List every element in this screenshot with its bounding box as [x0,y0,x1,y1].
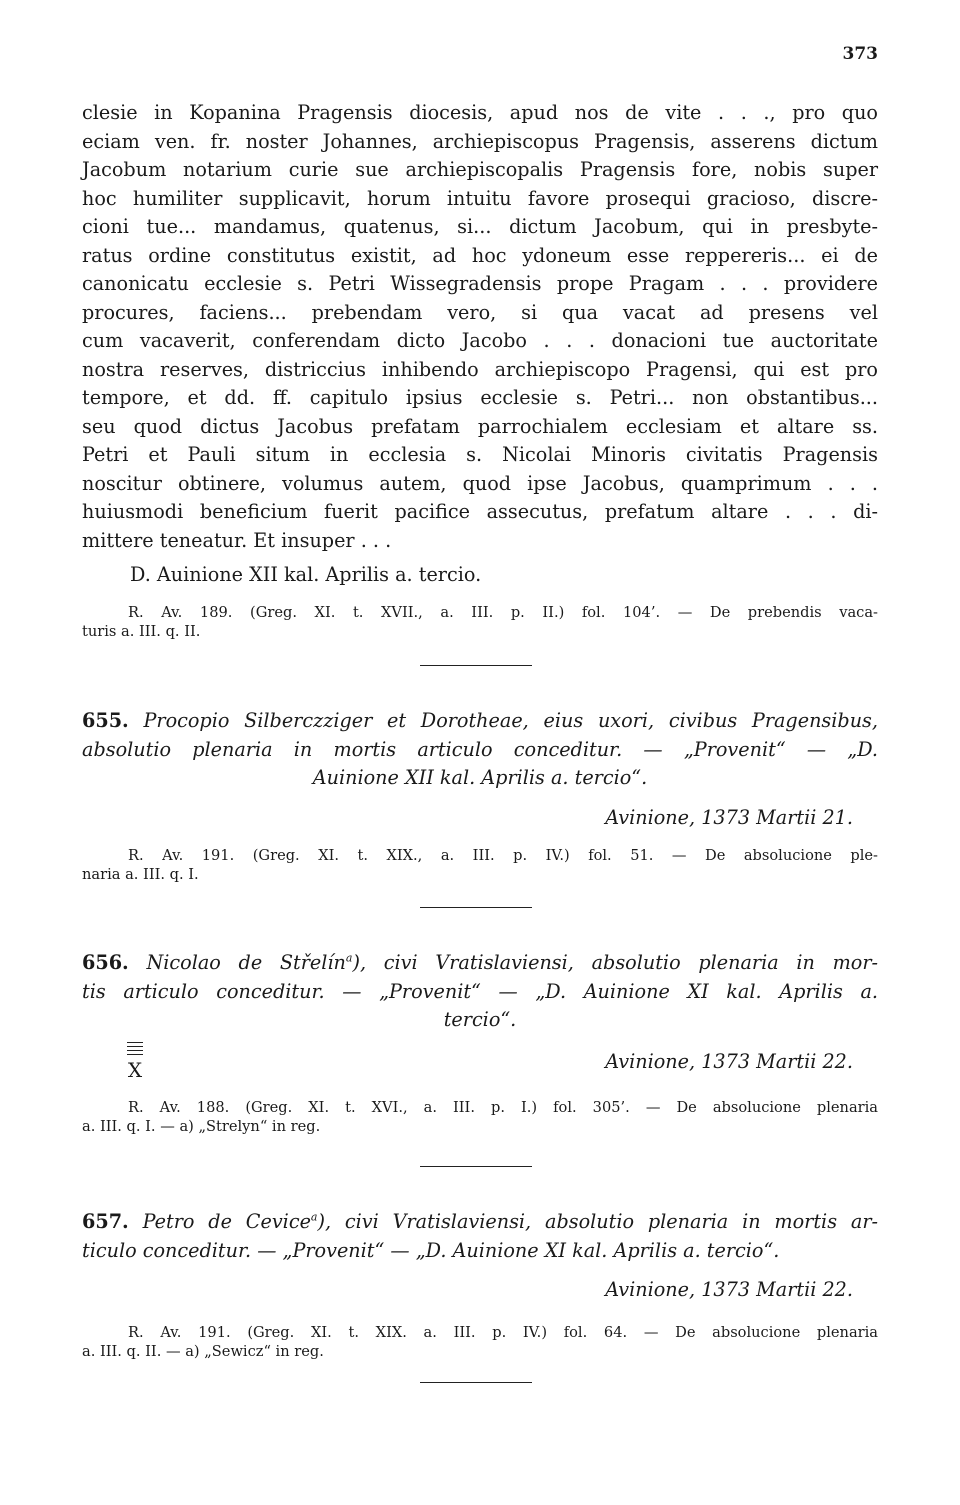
entry-regest: ticulo conceditur. — „Provenit“ — „D. Auinione XI kal. Aprilis a. tercio“. [82,1238,780,1262]
body-line: canonicatu ecclesie s. Petri Wissegradensis prope Pragam . . . providere [82,272,878,295]
entry-regest: Auinione XII kal. Aprilis a. tercio“. [312,766,648,789]
entry-regest: Petro de Cevice [142,1210,311,1233]
entry-regest: Procopio Silberczziger et Dorotheae, eius uxori, civibus Pragensibus, [143,709,879,732]
source-note-line: a. III. q. I. — a) „Strelyn“ in reg. [82,1118,321,1135]
section-divider [420,1166,532,1167]
source-note-line: R. Av. 189. (Greg. XI. t. XVII., a. III. p. II.) fol. 104’. — De prebendis vaca- [128,604,878,621]
body-line: eciam ven. fr. noster Johannes, archiepiscopus Pragensis, asserens dictum [82,129,878,153]
source-note-657 [82,1323,878,1361]
entry-656 [82,949,878,1035]
entry-regest: tis articulo conceditur. — „Provenit“ — „D. Auinione XI kal. Aprilis a. [82,979,878,1003]
source-note-line: R. Av. 188. (Greg. XI. t. XVI., a. III. p. I.) fol. 305’. — De absolucione plenaria [128,1099,878,1116]
place-date-657: Avinione, 1373 Martii 22. [605,1278,853,1301]
source-note-line: R. Av. 191. (Greg. XI. t. XIX., a. III. p. IV.) fol. 51. — De absolucione ple- [128,847,878,864]
place-date-656: Avinione, 1373 Martii 22. [605,1050,853,1073]
body-line: clesie in Kopanina Pragensis diocesis, apud nos de vite . . ., pro quo [82,101,878,124]
entry-657 [82,1208,878,1265]
entry-regest: ), civi Vratislaviensi, absolutio plenaria in mortis ar- [317,1210,878,1233]
body-line: hoc humiliter supplicavit, horum intuitu favore prosequi gracioso, discre- [82,186,878,210]
section-divider [420,665,532,666]
body-line: nostra reserves, districcius inhibendo archiepiscopo Pragensi, qui est pro [82,357,878,381]
body-line: cum vacaverit, conferendam dicto Jacobo . . . donacioni tue auctoritate [82,329,878,352]
body-line: Petri et Pauli situm in ecclesia s. Nicolai Minoris civitatis Pragensis [82,443,878,466]
entry-number: 655. [82,709,129,732]
body-line: seu quod dictus Jacobus prefatam parrochialem ecclesiam et altare ss. [82,414,878,438]
body-line: ratus ordine constitutus existit, ad hoc ydoneum esse reppereris... ei de [82,243,878,267]
body-line: procures, faciens... prebendam vero, si qua vacat ad presens vel [82,300,878,324]
source-note-line: naria a. III. q. I. [82,866,199,883]
source-note-655 [82,846,878,884]
source-note-line: R. Av. 191. (Greg. XI. t. XIX. a. III. p. IV.) fol. 64. — De absolucione plenaria [128,1324,878,1341]
entry-number: 657. [82,1210,129,1233]
body-line: mittere teneatur. Et insuper . . . [82,528,392,552]
source-note-line: a. III. q. II. — a) „Sewicz“ in reg. [82,1343,324,1360]
page-number: 373 [842,44,878,64]
overline-bars [127,1042,143,1055]
section-divider [420,907,532,908]
letter-body-text [82,99,878,555]
footnote-marker: a [310,1210,318,1224]
body-line: huiusmodi beneficium fuerit pacifice assecutus, prefatum altare . . . di- [82,500,878,523]
letter-dateline: D. Auinione XII kal. Aprilis a. tercio. [130,563,482,586]
entry-regest: ), civi Vratislaviensi, absolutio plenaria in mor- [352,951,879,974]
entry-number: 656. [82,951,129,974]
margin-numeral-mark [124,1042,146,1082]
entry-regest: Nicolao de Střelín [146,951,346,974]
source-note-654 [82,603,878,641]
margin-mark-text: X [127,1058,143,1082]
body-line: noscitur obtinere, volumus autem, quod ipse Jacobus, quamprimum . . . [82,471,878,495]
place-date-655: Avinione, 1373 Martii 21. [605,806,853,829]
entry-655 [82,707,878,793]
entry-regest: tercio“. [443,1008,517,1031]
body-line: tempore, et dd. ff. capitulo ipsius ecclesie s. Petri... non obstantibus... [82,386,878,409]
section-divider [420,1382,532,1383]
source-note-line: turis a. III. q. II. [82,623,201,640]
body-line: cioni tue... mandamus, quatenus, si... dictum Jacobum, qui in presbyte- [82,215,878,238]
footnote-marker: a [345,951,353,965]
body-line: Jacobum notarium curie sue archiepiscopalis Pragensis fore, nobis super [82,158,878,181]
entry-regest: absolutio plenaria in mortis articulo conceditur. — „Provenit“ — „D. [82,737,878,761]
source-note-656 [82,1098,878,1136]
